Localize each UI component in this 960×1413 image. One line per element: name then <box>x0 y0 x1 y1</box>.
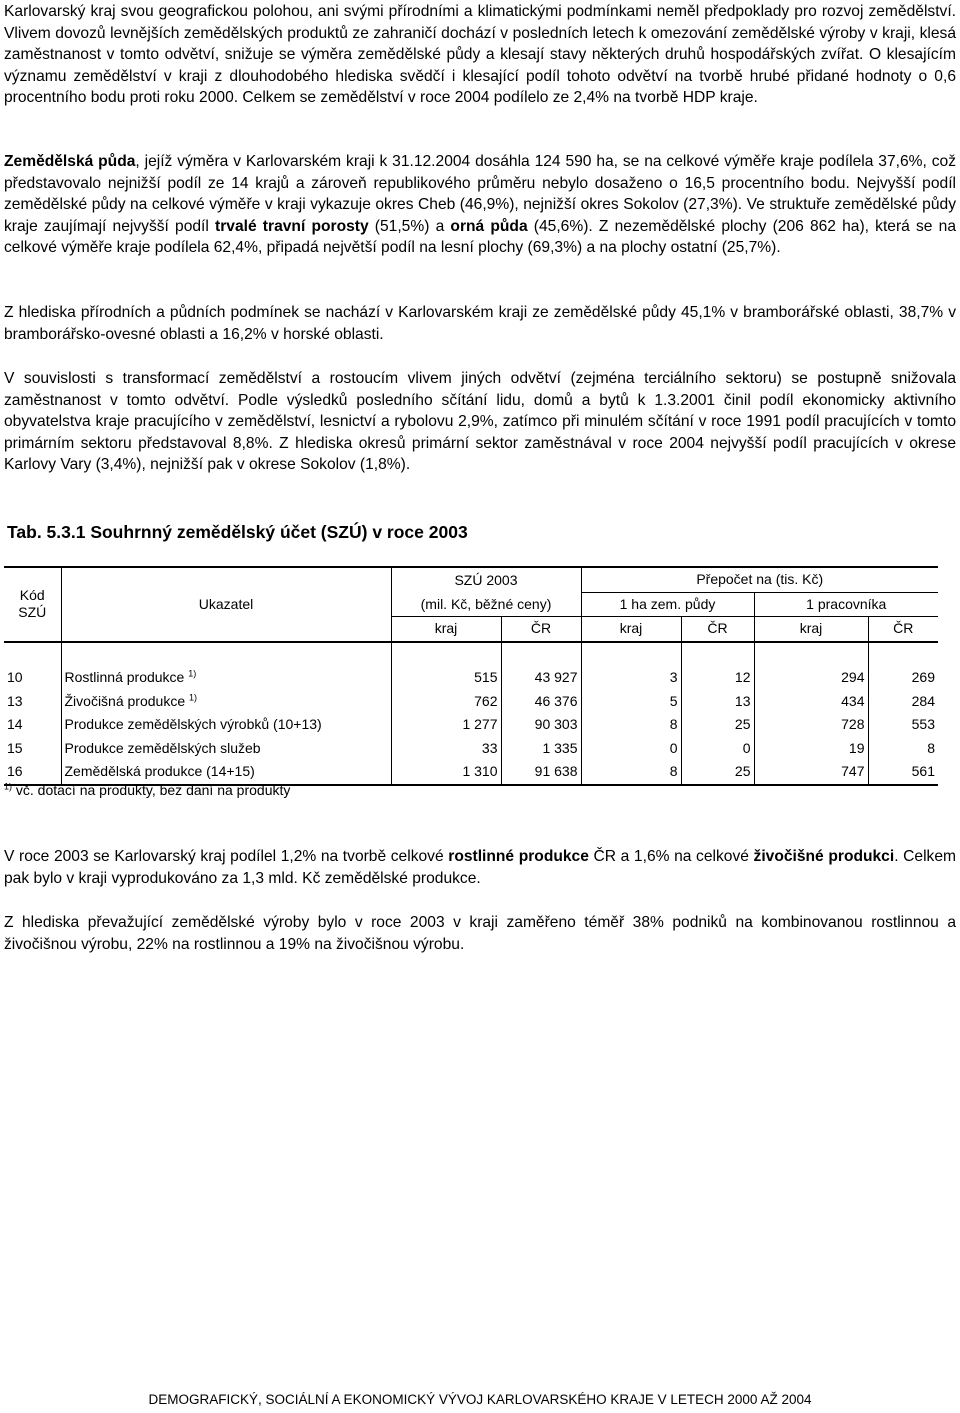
row-label: Produkce zemědělských výrobků (10+13) <box>61 713 391 737</box>
cell-worker-cr: 553 <box>911 716 935 733</box>
cell-ha-cr: 0 <box>681 737 754 761</box>
header-code-label: Kód <box>19 587 45 604</box>
cell-ha-region: 0 <box>581 737 681 761</box>
cell-szu-cr: 46 376 <box>501 690 581 714</box>
cell-worker-region: 19 <box>754 737 868 761</box>
cell-ha-cr: 12 <box>681 666 754 690</box>
cell-ha-region: 8 <box>581 760 681 785</box>
cell-ha-region: 3 <box>581 666 681 690</box>
bold-term-arable-land: orná půda <box>450 217 528 235</box>
paragraph-intro: Karlovarský kraj svou geografickou polohou, ani svými přírodními a klimatickými podmínkami neměl předpoklady pro rozvoj zemědělství. Vlivem dovozů levnějších zemědělských produktů ze zahraničí dochází v posledních letech k omezování zemědělské výroby v kraji, klesá zaměstnanost v tomto odvětví, snižuje se výměra zemědělské půdy a klesají stavy některých druhů hospodářských zvířat. O klesajícím významu zemědělství v kraji z dlouhodobého hlediska svědčí i klesající podíl tohoto odvětví na tvorbě hrubé přidané hodnoty o 0,6 procentního bodu proti roku 2000. Celkem se zemědělství v roce 2004 podílelo ze 2,4% na tvorbě HDP kraje. <box>4 3 956 107</box>
table-row <box>4 666 938 690</box>
page-footer: DEMOGRAFICKÝ, SOCIÁLNÍ A EKONOMICKÝ VÝVOJ KARLOVARSKÉHO KRAJE V LETECH 2000 AŽ 2004 <box>148 1392 812 1407</box>
footnote-text: vč. dotací na produkty, bez daní na produkty <box>12 782 291 798</box>
table-row <box>4 760 938 785</box>
cell-worker-cr: 8 <box>927 739 935 756</box>
header-szu-label: SZÚ <box>18 604 47 621</box>
bold-term-grassland: trvalé travní porosty <box>215 217 369 235</box>
szu-table <box>4 566 938 786</box>
cell-worker-cr: 269 <box>911 669 935 686</box>
cell-worker-region: 434 <box>754 690 868 714</box>
header-cr: ČR <box>501 617 581 642</box>
cell-ha-region: 8 <box>581 713 681 737</box>
row-code: 15 <box>4 737 61 761</box>
paragraph-natural-conditions: Z hlediska přírodních a půdních podmínek se nachází v Karlovarském kraji ze zemědělské půdy 45,1% v bramborářské oblasti, 38,7% v bramborářsko-ovesné oblasti a 16,2% v horské oblasti. <box>4 304 956 343</box>
header-cr: ČR <box>893 620 914 637</box>
cell-szu-cr: 43 927 <box>501 666 581 690</box>
header-per-hectare: 1 ha zem. půdy <box>581 592 754 617</box>
bold-term-agricultural-land: Zemědělská půda <box>4 153 136 170</box>
paragraph-agricultural-land <box>4 151 956 259</box>
cell-worker-region: 747 <box>754 760 868 785</box>
cell-ha-region: 5 <box>581 690 681 714</box>
header-region: kraj <box>581 617 681 642</box>
paragraph-text: (45,6%). Z nezemědělské plochy (206 862 ha), která se na celkové výměře kraje podílela 62,4%, připadá největší podíl na lesní plochy (69,3%) a na plochy ostatní (25,7%). <box>4 217 956 257</box>
cell-worker-region: 728 <box>754 713 868 737</box>
footnote-ref: 1) <box>188 668 197 679</box>
row-code: 14 <box>4 713 61 737</box>
header-per-worker: 1 pracovníka <box>754 592 938 617</box>
cell-worker-cr: 284 <box>911 692 935 709</box>
paragraph-production-share <box>4 846 956 889</box>
table-row <box>4 713 938 737</box>
paragraph-employment: V souvislosti s transformací zemědělství a rostoucím vlivem jiných odvětví (zejména terciálního sektoru) se postupně snižovala zaměstnanost v tomto odvětví. Podle výsledků posledního sčítání lidu, domů a bytů k 1.3.2001 činil podíl ekonomicky aktivního obyvatelstva kraje pracujícího v zemědělství, lesnictví a rybolovu 2,9%, zatímco při minulém sčítání v roce 1991 podíl pracujících v tomto primárním sektoru představoval 8,8%. Z hlediska okresů primární sektor zaměstnával v roce 2004 nejvyšší podíl pracujících v okrese Karlovy Vary (3,4%), nejnižší pak v okrese Sokolov (1,8%). <box>4 370 956 474</box>
header-code <box>4 567 61 642</box>
bold-term-animal-production: živočišné produkci <box>753 848 895 865</box>
header-region: kraj <box>754 617 868 642</box>
cell-szu-region: 762 <box>391 690 501 714</box>
paragraph-production-focus: Z hlediska převažující zemědělské výroby bylo v roce 2003 v kraji zaměřeno téměř 38% podniků na kombinovanou rostlinnou a živočišnou výrobu, 22% na rostlinnou a 19% na živočišnou výrobu. <box>4 914 956 953</box>
header-region: kraj <box>391 617 501 642</box>
cell-szu-cr: 91 638 <box>501 760 581 785</box>
row-label <box>61 666 391 690</box>
table-row <box>4 737 938 761</box>
cell-szu-region: 515 <box>391 666 501 690</box>
cell-ha-cr: 13 <box>681 690 754 714</box>
table-row <box>4 690 938 714</box>
header-cr: ČR <box>681 617 754 642</box>
cell-szu-region: 1 310 <box>391 760 501 785</box>
header-mil-kc: (mil. Kč, běžné ceny) <box>391 592 581 617</box>
cell-ha-cr: 25 <box>681 713 754 737</box>
paragraph-text: (51,5%) a <box>368 217 451 235</box>
cell-worker-cr: 561 <box>868 760 938 785</box>
cell-szu-region: 33 <box>391 737 501 761</box>
cell-szu-cr: 1 335 <box>501 737 581 761</box>
row-label: Produkce zemědělských služeb <box>61 737 391 761</box>
paragraph-text: , jejíž výměra v Karlovarském kraji k 31.12.2004 dosáhla 124 590 ha, se na celkové výměře kraje podílela 37,6%, což představovalo nejnižší podíl ze 14 krajů a zároveň republikového průměru nebylo dosaženo o 16,5 procentního bodu. Nejvyšší podíl zemědělské půdy na celkové výměře v kraji vykazuje okres Cheb (46,9%), nejnižší okres Sokolov (27,3%). Ve struktuře zemědělské půdy kraje zaujímají nejvyšší podíl <box>4 153 956 235</box>
row-label-text: Živočišná produkce <box>64 692 186 709</box>
paragraph-text: V roce 2003 se Karlovarský kraj podílel 1,2% na tvorbě celkové <box>4 848 449 865</box>
row-label-text: Rostlinná produkce <box>64 669 185 686</box>
cell-ha-cr: 25 <box>681 760 754 785</box>
footnote-mark: 1) <box>4 781 13 792</box>
table-footnote <box>4 782 290 798</box>
row-label <box>61 690 391 714</box>
row-code: 16 <box>4 760 61 785</box>
row-code: 13 <box>4 690 61 714</box>
row-label: Zemědělská produkce (14+15) <box>61 760 391 785</box>
footnote-ref: 1) <box>189 692 198 703</box>
cell-worker-region: 294 <box>754 666 868 690</box>
paragraph-text: ČR a 1,6% na celkové <box>588 848 754 865</box>
cell-szu-region: 1 277 <box>391 713 501 737</box>
row-code: 10 <box>4 666 61 690</box>
paragraph-text: . Celkem pak bylo v kraji vyprodukováno za 1,3 mld. Kč zemědělské produkce. <box>4 848 957 887</box>
bold-term-crop-production: rostlinné produkce <box>448 848 589 865</box>
cell-szu-cr: 90 303 <box>501 713 581 737</box>
table-caption: Tab. 5.3.1 Souhrnný zemědělský účet (SZÚ) v roce 2003 <box>7 522 468 542</box>
header-indicator: Ukazatel <box>61 567 391 642</box>
header-szu-2003: SZÚ 2003 <box>391 567 581 592</box>
header-recalculation: Přepočet na (tis. Kč) <box>581 567 938 592</box>
